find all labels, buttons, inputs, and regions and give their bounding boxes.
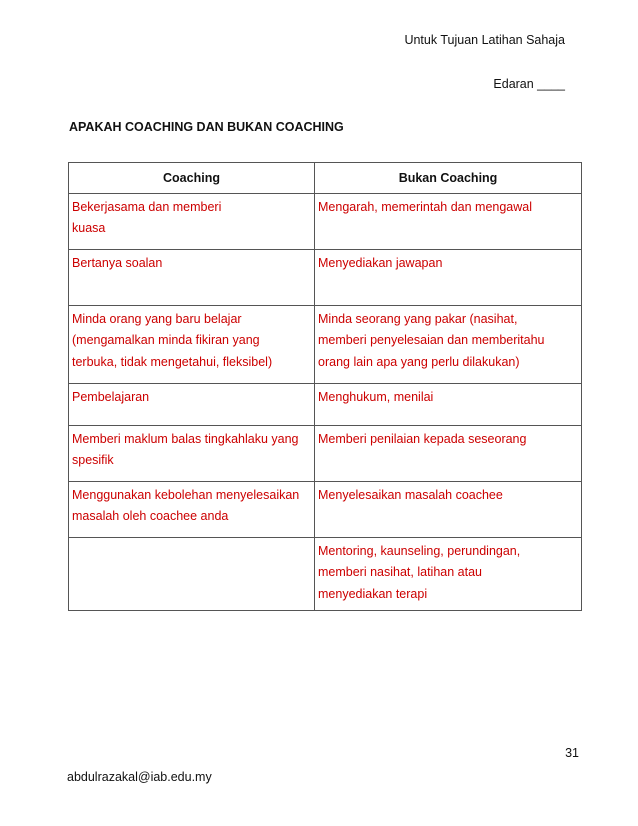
bukan-coaching-cell: Mengarah, memerintah dan mengawal — [315, 193, 582, 249]
coaching-cell: Minda orang yang baru belajar (mengamalkan minda fikiran yang terbuka, tidak mengetahui, fleksibel) — [69, 305, 315, 383]
coaching-cell: Pembelajaran — [69, 383, 315, 425]
coaching-cell: Bekerjasama dan memberi kuasa — [69, 193, 315, 249]
column-header-coaching: Coaching — [69, 163, 315, 194]
circular-number: Edaran ____ — [493, 77, 565, 91]
table-row — [69, 193, 582, 249]
bukan-coaching-cell: Menyediakan jawapan — [315, 249, 582, 305]
table-header-row — [69, 163, 582, 194]
coaching-cell: Memberi maklum balas tingkahlaku yang spesifik — [69, 425, 315, 481]
table-row — [69, 537, 582, 611]
bukan-coaching-cell: Menyelesaikan masalah coachee — [315, 481, 582, 537]
bukan-coaching-cell: Mentoring, kaunseling, perundingan, memberi nasihat, latihan atau menyediakan terapi — [315, 537, 582, 611]
page-number: 31 — [565, 746, 579, 760]
bukan-coaching-cell: Minda seorang yang pakar (nasihat, memberi penyelesaian dan memberitahu orang lain apa yang perlu dilakukan) — [315, 305, 582, 383]
table-row — [69, 305, 582, 383]
coaching-cell: Bertanya soalan — [69, 249, 315, 305]
header-note: Untuk Tujuan Latihan Sahaja — [404, 33, 565, 47]
bukan-coaching-cell: Memberi penilaian kepada seseorang — [315, 425, 582, 481]
document-title: APAKAH COACHING DAN BUKAN COACHING — [69, 120, 344, 134]
comparison-table — [68, 162, 582, 611]
table-row — [69, 425, 582, 481]
table-row — [69, 481, 582, 537]
coaching-cell: Menggunakan kebolehan menyelesaikan masalah oleh coachee anda — [69, 481, 315, 537]
coaching-cell — [69, 537, 315, 611]
footer-email: abdulrazakal@iab.edu.my — [67, 770, 212, 784]
bukan-coaching-cell: Menghukum, menilai — [315, 383, 582, 425]
column-header-bukan-coaching: Bukan Coaching — [315, 163, 582, 194]
table-row — [69, 249, 582, 305]
table-row — [69, 383, 582, 425]
